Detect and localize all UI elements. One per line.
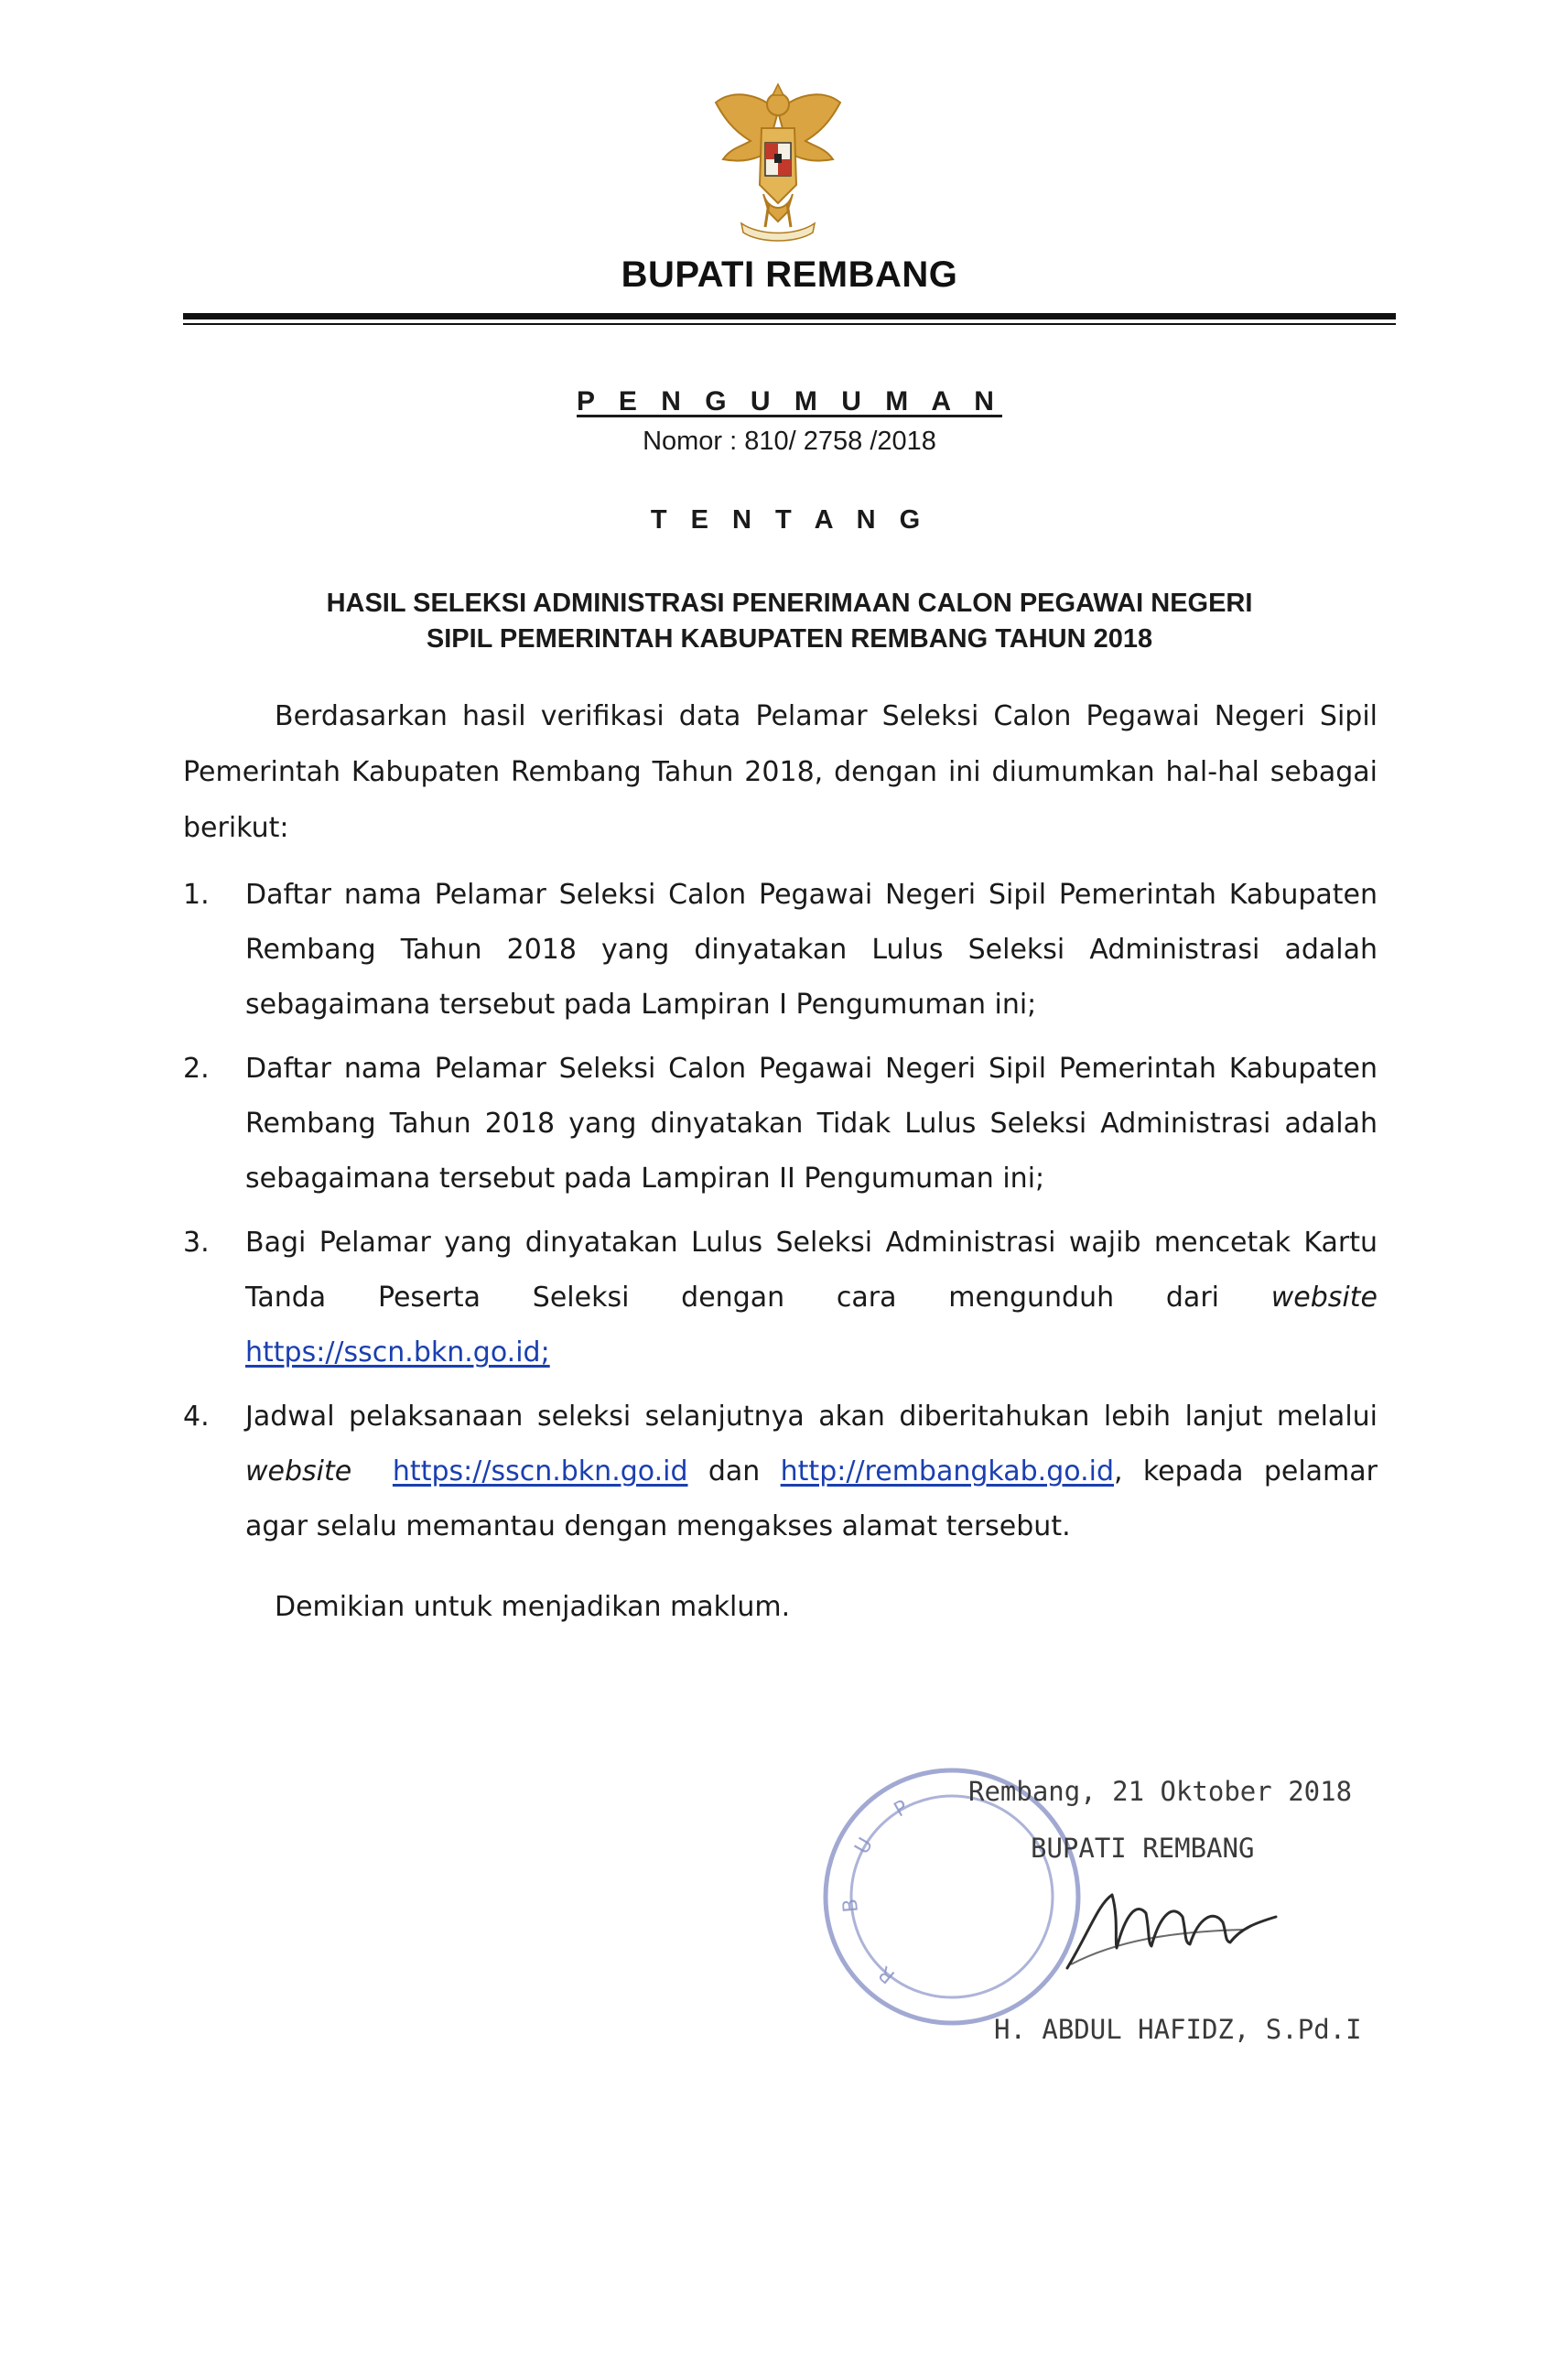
item-italic: website bbox=[245, 1455, 352, 1488]
list-item bbox=[183, 1042, 1378, 1206]
garuda-emblem-icon bbox=[705, 75, 851, 249]
announcement-number: Nomor : 810/ 2758 /2018 bbox=[643, 427, 936, 456]
list-item bbox=[183, 1216, 1378, 1380]
item-text: Bagi Pelamar yang dinyatakan Lulus Seleksi Administrasi wajib mencetak Kartu Tanda Peserta Seleksi dengan cara mengunduh dari bbox=[245, 1227, 1378, 1314]
item-connector: dan bbox=[687, 1455, 781, 1488]
header-divider-thick bbox=[183, 313, 1396, 319]
sscn-link[interactable]: https://sscn.bkn.go.id bbox=[392, 1455, 688, 1488]
item-number: 1. bbox=[183, 879, 210, 911]
handwritten-signature-icon bbox=[1062, 1877, 1281, 1977]
svg-text:B: B bbox=[838, 1898, 864, 1914]
announcement-label: P E N G U M U M A N bbox=[577, 386, 1002, 416]
subject-line-2: SIPIL PEMERINTAH KABUPATEN REMBANG TAHUN 2018 bbox=[426, 624, 1153, 654]
item-text-after: , kepada pelamar agar selalu memantau dengan mengakses alamat tersebut. bbox=[245, 1455, 1378, 1542]
signatory-name: H. ABDUL HAFIDZ, S.Pd.I bbox=[994, 2014, 1362, 2045]
item-text: Jadwal pelaksanaan seleksi selanjutnya akan diberitahukan lebih lanjut melalui bbox=[245, 1401, 1378, 1433]
list-item bbox=[183, 868, 1378, 1033]
item-text: Daftar nama Pelamar Seleksi Calon Pegawai Negeri Sipil Pemerintah Kabupaten Rembang Tahun 2018 yang dinyatakan Tidak Lulus Seleksi Administrasi adalah sebagaimana tersebut pada Lampiran II Pengumuman ini; bbox=[245, 1053, 1378, 1195]
signature-place-date: Rembang, 21 Oktober 2018 bbox=[968, 1776, 1353, 1807]
item-number: 4. bbox=[183, 1401, 210, 1433]
sscn-link[interactable]: https://sscn.bkn.go.id; bbox=[245, 1336, 550, 1368]
header-divider-thin bbox=[183, 323, 1396, 325]
intro-paragraph: Berdasarkan hasil verifikasi data Pelamar Seleksi Calon Pegawai Negeri Sipil Pemerintah Kabupaten Rembang Tahun 2018, dengan ini diumumkan hal-hal sebagai berikut: bbox=[183, 700, 1378, 844]
svg-text:P: P bbox=[890, 1796, 913, 1823]
about-label: T E N T A N G bbox=[650, 505, 929, 535]
subject-line-1: HASIL SELEKSI ADMINISTRASI PENERIMAAN CALON PEGAWAI NEGERI bbox=[326, 589, 1253, 618]
signature-block bbox=[815, 1739, 1364, 2087]
item-number: 2. bbox=[183, 1053, 210, 1085]
item-italic: website bbox=[1270, 1282, 1378, 1314]
page-title: BUPATI REMBANG bbox=[621, 254, 958, 295]
closing-statement: Demikian untuk menjadikan maklum. bbox=[275, 1591, 791, 1623]
announcement-subject bbox=[183, 586, 1396, 657]
announcement-items bbox=[183, 868, 1378, 1563]
svg-text:R: R bbox=[874, 1961, 900, 1988]
item-number: 3. bbox=[183, 1227, 210, 1259]
svg-text:U: U bbox=[850, 1834, 879, 1858]
signature-office: BUPATI REMBANG bbox=[1031, 1833, 1255, 1864]
rembangkab-link[interactable]: http://rembangkab.go.id bbox=[780, 1455, 1114, 1488]
item-text: Daftar nama Pelamar Seleksi Calon Pegawai Negeri Sipil Pemerintah Kabupaten Rembang Tahun 2018 yang dinyatakan Lulus Seleksi Administrasi adalah sebagaimana tersebut pada Lampiran I Pengumuman ini; bbox=[245, 879, 1378, 1021]
list-item bbox=[183, 1390, 1378, 1554]
